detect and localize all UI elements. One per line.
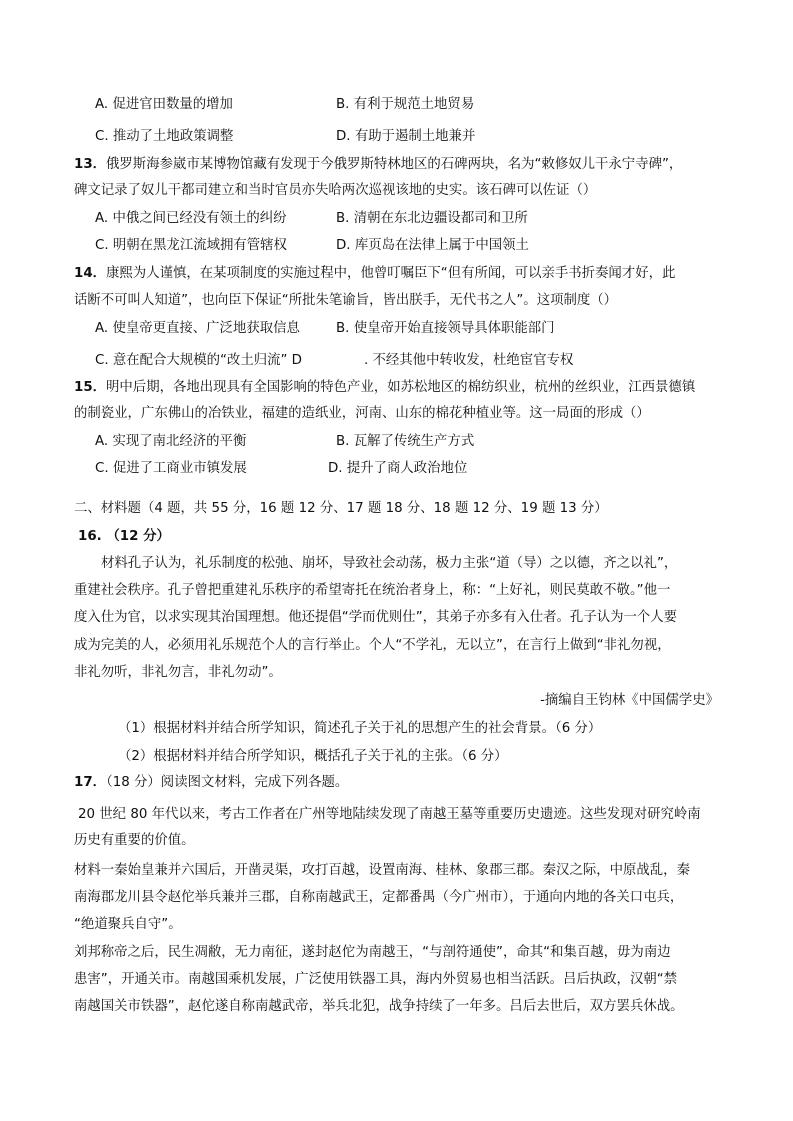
q14-option-b: B. 使皇帝开始直接领导具体职能部门 <box>336 321 555 336</box>
q17-heading <box>74 774 348 792</box>
q16-subquestion-2: （2）根据材料并结合所学知识，概括孔子关于礼的主张。（6 分） <box>118 749 508 764</box>
q13-stem-line1 <box>74 156 682 174</box>
q12-option-a: A. 促进官田数量的增加 <box>95 97 233 112</box>
q15-stem-line1 <box>74 379 695 397</box>
q14-stem-text-1: 康熙为人谨慎，在某项制度的实施过程中，他曾叮嘱臣下“但有所闻，可以亲手书折奏闻才好，此 <box>106 266 676 281</box>
q17-material-line4: 刘邦称帝之后，民生凋敝，无力南征，遂封赵佗为南越王，“与剖符通使”，命其“和集百越，毋为南边 <box>74 945 671 960</box>
q17-material-line5: 患害”，开通关市。南越国乘机发展，广泛使用铁器工具，海内外贸易也相当活跃。吕后执政，汉朝“禁 <box>74 972 678 987</box>
q13-option-d: D. 库页岛在法律上属于中国领土 <box>336 238 529 253</box>
q16-material-line5: 非礼勿听，非礼勿言，非礼勿动”。 <box>74 665 282 680</box>
q15-stem-text-1: 明中后期，各地出现具有全国影响的特色产业，如苏松地区的棉纺织业，杭州的丝织业，江西景德镇 <box>106 380 696 395</box>
q13-option-c: C. 明朝在黑龙江流域拥有管辖权 <box>95 238 287 253</box>
q16-material-line2: 重建社会秩序。孔子曾把重建礼乐秩序的希望寄托在统治者身上，称：“上好礼，则民莫敢不敬。”他一 <box>74 583 671 598</box>
q17-intro-line1: 20 世纪 80 年代以来，考古工作者在广州等地陆续发现了南越王墓等重要历史遗迹。这些发现对研究岭南 <box>78 807 701 822</box>
q13-option-a: A. 中俄之间已经没有领土的纠纷 <box>95 211 287 226</box>
q13-number: 13． <box>74 157 107 172</box>
q15-option-c: C. 促进了工商业市镇发展 <box>95 461 247 476</box>
q14-option-d: . 不经其他中转收发，杜绝宦官专权 <box>364 353 574 368</box>
q17-material-line1: 材料一秦始皇兼并六国后，开凿灵渠，攻打百越，设置南海、桂林、象郡三郡。秦汉之际，中原战乱，秦 <box>74 863 690 878</box>
q14-stem-line1 <box>74 265 675 283</box>
section-2-heading: 二、材料题（4 题，共 55 分，16 题 12 分、17 题 18 分、18 题 12 分、19 题 13 分） <box>74 501 608 516</box>
q15-stem-line2: 的制瓷业，广东佛山的冶铁业，福建的造纸业，河南、山东的棉花种植业等。这一局面的形成（） <box>74 406 650 421</box>
q13-option-b: B. 清朝在东北边疆设都司和卫所 <box>336 211 528 226</box>
q17-intro-line2: 历史有重要的价值。 <box>74 833 195 848</box>
q16-heading: 16. （12 分） <box>78 529 170 544</box>
q16-subquestion-1: （1）根据材料并结合所学知识，简述孔子关于礼的思想产生的社会背景。（6 分） <box>118 721 602 736</box>
q17-material-line6: 南越国关市铁器”，赵佗遂自称南越武帝，举兵北犯，战争持续了一年多。吕后去世后，双方罢兵休战。 <box>74 999 684 1014</box>
q14-option-a: A. 使皇帝更直接、广泛地获取信息 <box>95 321 300 336</box>
q12-option-d: D. 有助于遏制土地兼并 <box>336 129 476 144</box>
q13-stem-text-1: 俄罗斯海参崴市某博物馆藏有发现于今俄罗斯特林地区的石碑两块，名为“敕修奴儿干永宁寺碑”， <box>106 157 683 172</box>
q17-number: 17． <box>74 775 107 790</box>
q16-material-line1: 材料孔子认为，礼乐制度的松弛、崩坏，导致社会动荡，极力主张“道（导）之以德，齐之以礼”， <box>101 556 678 571</box>
q15-number: 15． <box>74 380 107 395</box>
q17-material-line3: “绝道聚兵自守”。 <box>74 917 182 932</box>
q17-heading-text: （18 分）阅读图文材料，完成下列各题。 <box>106 775 349 790</box>
q17-material-line2: 南海郡龙川县令赵佗举兵兼并三郡，自称南越武王，定都番禺（今广州市），于通向内地的各关口屯兵， <box>74 890 684 905</box>
q15-option-b: B. 瓦解了传统生产方式 <box>336 434 475 449</box>
q15-option-a: A. 实现了南北经济的平衡 <box>95 434 247 449</box>
q16-material-line3: 度入仕为官，以求实现其治国理想。他还提倡“学而优则仕”，其弟子亦多有入仕者。孔子认为一个人要 <box>74 610 678 625</box>
q15-option-d: D. 提升了商人政治地位 <box>328 461 468 476</box>
q14-stem-line2: 话断不可叫人知道”，也向臣下保证“所批朱笔谕旨，皆出朕手，无代书之人”。这项制度（） <box>74 293 618 308</box>
q16-material-line4: 成为完美的人，必须用礼乐规范个人的言行举止。个人“不学礼，无以立”，在言行上做到“非礼勿视， <box>74 638 671 653</box>
q14-option-c: C. 意在配合大规模的“改土归流” D <box>95 353 302 368</box>
q12-option-b: B. 有利于规范土地贸易 <box>336 97 475 112</box>
q13-stem-line2: 碑文记录了奴儿干都司建立和当时官员亦失哈两次巡视该地的史实。该石碑可以佐证（） <box>74 183 597 198</box>
q16-source: -摘编自王钧林《中国儒学史》 <box>540 693 719 708</box>
q12-option-c: C. 推动了土地政策调整 <box>95 129 234 144</box>
q14-number: 14． <box>74 266 107 281</box>
